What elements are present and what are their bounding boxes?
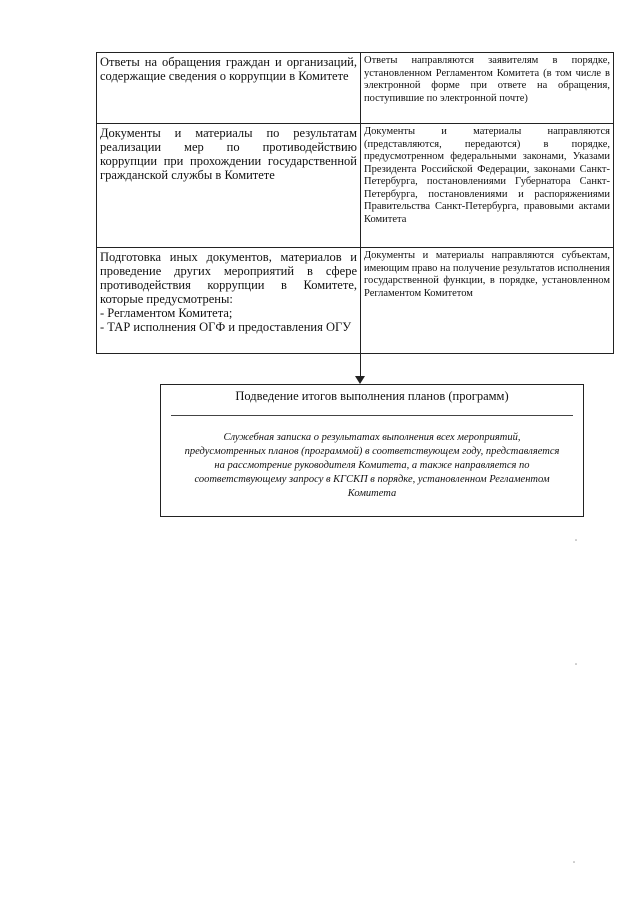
arrow-down-icon <box>355 376 365 384</box>
summary-divider <box>171 415 573 416</box>
row-3-left-item-1: - Регламентом Комитета; <box>100 306 233 320</box>
row-2-left-cell: Документы и материалы по результатам реализации мер по противодействию коррупции при прохождении государственной гражданской службы в Комитете <box>97 124 361 247</box>
row-2-right-cell: Документы и материалы направляются (представляются, передаются) в порядке, предусмотренном федеральными законами, Указами Президента Российской Федерации, законами Санкт-Петербурга, постановлениями Губернатора Санкт-Петербурга, постановлениями и распоряжениями Правительства Санкт-Петербурга, правовыми актами Комитета <box>364 126 610 225</box>
row-3-left-item-2: - ТАР исполнения ОГФ и предоставления ОГУ <box>100 320 352 334</box>
row-1-left-cell: Ответы на обращения граждан и организаций, содержащие сведения о коррупции в Комитете <box>97 53 361 123</box>
summary-text: Служебная записка о результатах выполнения всех мероприятий, предусмотренных планов (программой) в соответствующем году, представляется на рассмотрение руководителя Комитета, а также направляется по соответствующему запросу в КГСКП в порядке, установленном Регламентом Комитета <box>184 432 560 499</box>
table-row <box>97 247 613 353</box>
row-3-right-cell: Документы и материалы направляются субъектам, имеющим право на получение результатов исполнения государственной функции, в порядке, установленном Регламентом Комитетом <box>364 250 610 299</box>
flow-connector-line <box>360 350 361 378</box>
row-3-left-cell <box>97 248 361 353</box>
procedures-table <box>96 52 614 354</box>
summary-box <box>160 384 584 517</box>
row-1-right-cell: Ответы направляются заявителям в порядке, установленном Регламентом Комитета (в том числе в электронной форме при ответе на обращения, поступившие по электронной почте) <box>364 55 610 104</box>
table-row <box>97 53 613 123</box>
scan-speck <box>575 539 577 541</box>
summary-title: Подведение итогов выполнения планов (программ) <box>235 389 509 403</box>
row-3-left-intro: Подготовка иных документов, материалов и проведение других мероприятий в сфере противодействия коррупции в Комитете, которые предусмотрены: <box>100 250 357 306</box>
scan-speck <box>573 861 575 863</box>
scan-speck <box>575 663 577 665</box>
table-row <box>97 123 613 247</box>
